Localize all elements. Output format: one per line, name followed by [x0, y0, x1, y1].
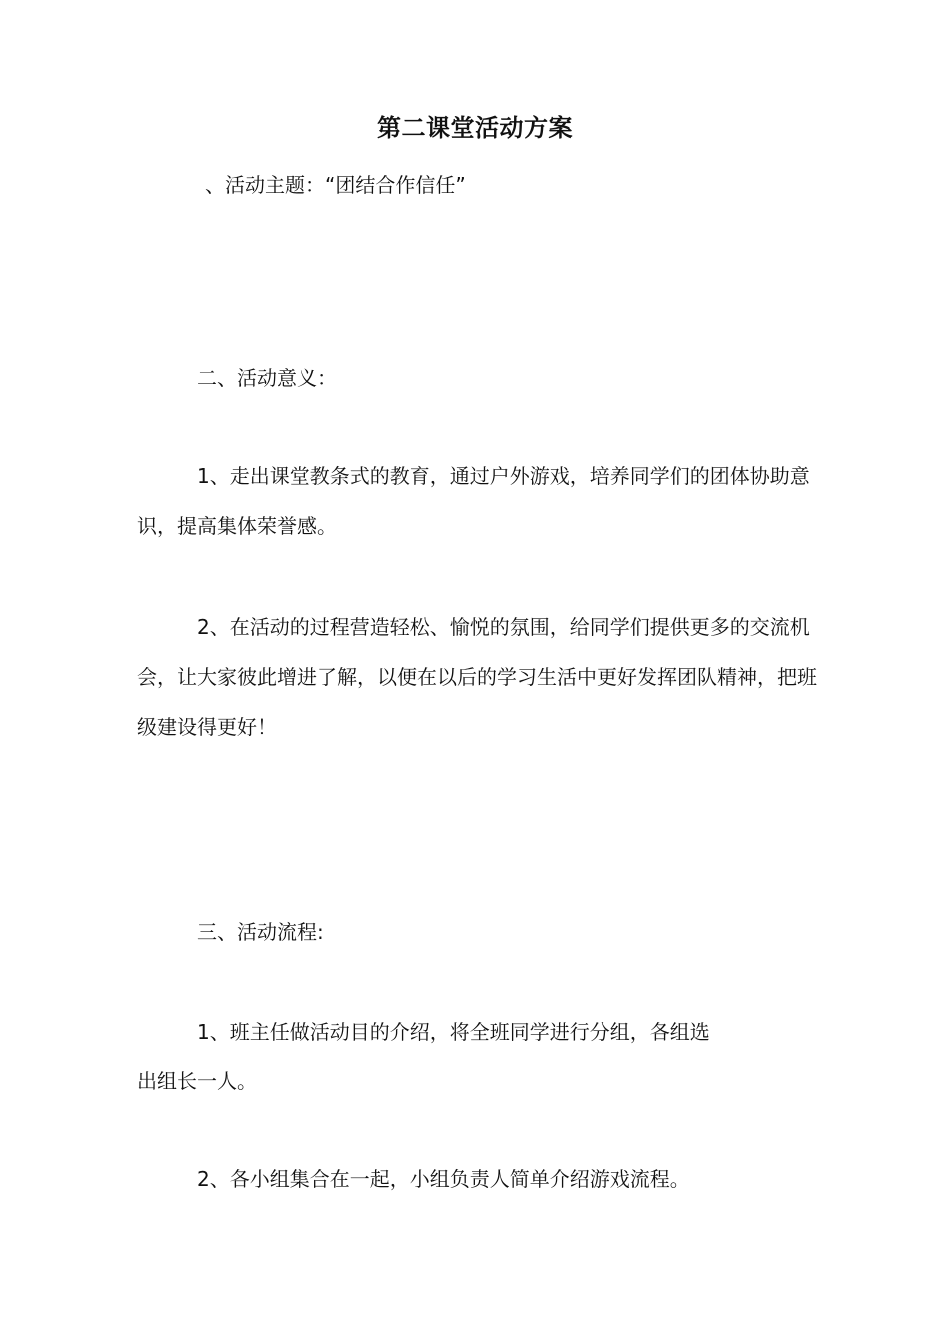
significance-item-2: 2、在活动的过程营造轻松、愉悦的氛围，给同学们提供更多的交流机会，让大家彼此增进了解，以便在以后的学习生活中更好发挥团队精神，把班级建设得更好！	[137, 615, 817, 739]
significance-item-1: 1、走出课堂教条式的教育，通过户外游戏，培养同学们的团体协助意识，提高集体荣誉感。	[137, 464, 810, 538]
process-item-1-line-1: 1、班主任做活动目的介绍，将全班同学进行分组，各组选	[197, 1020, 710, 1044]
section-heading-theme: 、活动主题：“团结合作信任”	[205, 173, 466, 197]
process-item-1-line-2: 出组长一人。	[137, 1069, 257, 1093]
document-title: 第二课堂活动方案	[377, 114, 573, 142]
section-heading-process: 三、活动流程:	[197, 920, 324, 944]
section-heading-significance: 二、活动意义：	[197, 366, 337, 390]
process-item-2: 2、各小组集合在一起，小组负责人简单介绍游戏流程。	[197, 1167, 690, 1191]
